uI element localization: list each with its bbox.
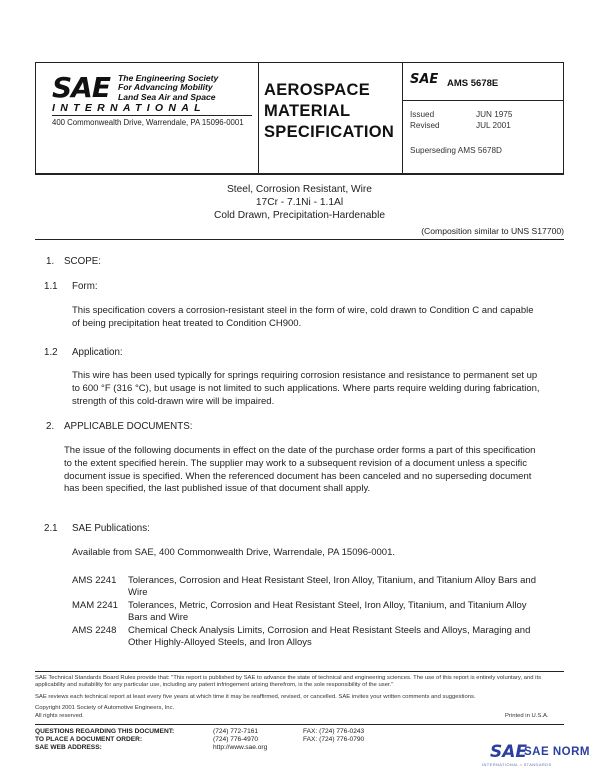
header-divider xyxy=(402,62,403,174)
sae-small-logo: SAE xyxy=(410,72,439,87)
order-phone: (724) 776-4970 xyxy=(213,736,259,743)
section-number: 1.1 xyxy=(44,281,58,292)
sae-norm-subtitle: INTERNATIONAL • STANDARDS xyxy=(482,762,552,767)
application-paragraph: This wire has been used typically for springs requiring corrosion resistance and resistance to permanent set up to 600 °F (316 °C), but usage is not limited to such applications. Where parts require welding during fabrication, strength of this cold-drawn wire will be impaired. xyxy=(72,370,540,407)
sae-norm-text: SAE NORM xyxy=(524,746,590,758)
order-label: TO PLACE A DOCUMENT ORDER: xyxy=(35,736,143,743)
document-type: AEROSPACE MATERIAL SPECIFICATION xyxy=(264,81,395,141)
section-number: 1. xyxy=(46,256,55,267)
composition-note: (Composition similar to UNS S17700) xyxy=(421,226,564,236)
applicable-documents-paragraph: The issue of the following documents in effect on the date of the purchase order forms a part of this specification to the extent specified herein. The supplier may work to a subsequent revision of a document unless a specific document issue is specified. When the referenced document has been canceled and no superseding document has been specified, the last published issue of that document shall apply. xyxy=(64,445,536,495)
document-description: Tolerances, Metric, Corrosion and Heat Resistant Steel, Iron Alloy, Titanium, and Titanium Alloy Bars and Wire xyxy=(128,600,527,624)
document-code: AMS 2248 xyxy=(72,625,117,636)
issued-label: Issued xyxy=(410,110,435,119)
header-divider xyxy=(258,62,259,174)
form-paragraph: This specification covers a corrosion-resistant steel in the form of wire, cold drawn to Condition C and capable of being precipitation heat treated to Condition CH900. xyxy=(72,305,534,329)
title-line-1: Steel, Corrosion Resistant, Wire xyxy=(227,184,372,195)
printed-in: Printed in U.S.A. xyxy=(505,713,549,719)
divider xyxy=(52,115,252,116)
rights-reserved: All rights reserved. xyxy=(35,713,84,719)
sae-international: INTERNATIONAL xyxy=(52,102,206,114)
document-description: Tolerances, Corrosion and Heat Resistant Steel, Iron Alloy, Titanium, and Titanium Alloy Bars and Wire xyxy=(128,575,537,599)
title-line-3: Cold Drawn, Precipitation-Hardenable xyxy=(213,210,385,221)
section-number: 2. xyxy=(46,421,55,432)
section-number: 2.1 xyxy=(44,523,58,534)
divider xyxy=(35,239,564,240)
revised-date: JUL 2001 xyxy=(476,121,511,130)
section-heading-application: Application: xyxy=(72,347,123,358)
section-heading-sae-publications: SAE Publications: xyxy=(72,523,150,534)
superseding-note: Superseding AMS 5678D xyxy=(410,146,502,155)
section-number: 1.2 xyxy=(44,347,58,358)
section-heading-form: Form: xyxy=(72,281,98,292)
section-heading-applicable-documents: APPLICABLE DOCUMENTS: xyxy=(64,421,193,432)
document-code: MAM 2241 xyxy=(72,600,118,611)
document-number: AMS 5678E xyxy=(447,78,499,89)
revised-label: Revised xyxy=(410,121,440,130)
sae-publications-paragraph: Available from SAE, 400 Commonwealth Drive, Warrendale, PA 15096-0001. xyxy=(72,547,395,558)
document-description: Chemical Check Analysis Limits, Corrosion and Heat Resistant Steels and Alloys, Maraging and Other Highly-Alloyed Steels, and Iron Alloys xyxy=(128,625,531,649)
sae-norm-logo: SAE xyxy=(490,742,528,762)
copyright: Copyright 2001 Society of Automotive Engineers, Inc. xyxy=(35,705,175,711)
questions-phone: (724) 772-7161 xyxy=(213,728,259,735)
sae-address: 400 Commonwealth Drive, Warrendale, PA 15096-0001 xyxy=(52,118,244,127)
header-divider xyxy=(402,100,564,101)
web-address-link[interactable]: http://www.sae.org xyxy=(213,744,268,751)
section-heading-scope: SCOPE: xyxy=(64,256,102,267)
divider xyxy=(35,174,564,175)
sae-logo: SAE xyxy=(52,71,110,104)
sae-tagline: The Engineering Society For Advancing Mobility Land Sea Air and Space xyxy=(118,73,219,102)
web-address-label: SAE WEB ADDRESS: xyxy=(35,744,102,751)
issued-date: JUN 1975 xyxy=(476,110,513,119)
questions-fax: FAX: (724) 776-0243 xyxy=(303,728,365,735)
questions-label: QUESTIONS REGARDING THIS DOCUMENT: xyxy=(35,728,175,735)
title-line-2: 17Cr - 7.1Ni - 1.1Al xyxy=(255,197,344,208)
footer-notice: SAE Technical Standards Board Rules provide that: "This report is published by SAE to advance the state of technical and engineering sciences. The use of this report is entirely voluntary, and its applicability and suitability for any particular use, including any patent infringement arising therefrom, is the sole responsibility of the user." xyxy=(35,675,542,689)
footer-review-notice: SAE reviews each technical report at least every five years at which time it may be reaffirmed, revised, or cancelled. SAE invites your written comments and suggestions. xyxy=(35,694,476,700)
order-fax: FAX: (724) 776-0790 xyxy=(303,736,365,743)
document-code: AMS 2241 xyxy=(72,575,117,586)
divider xyxy=(35,671,564,672)
divider xyxy=(35,724,564,725)
